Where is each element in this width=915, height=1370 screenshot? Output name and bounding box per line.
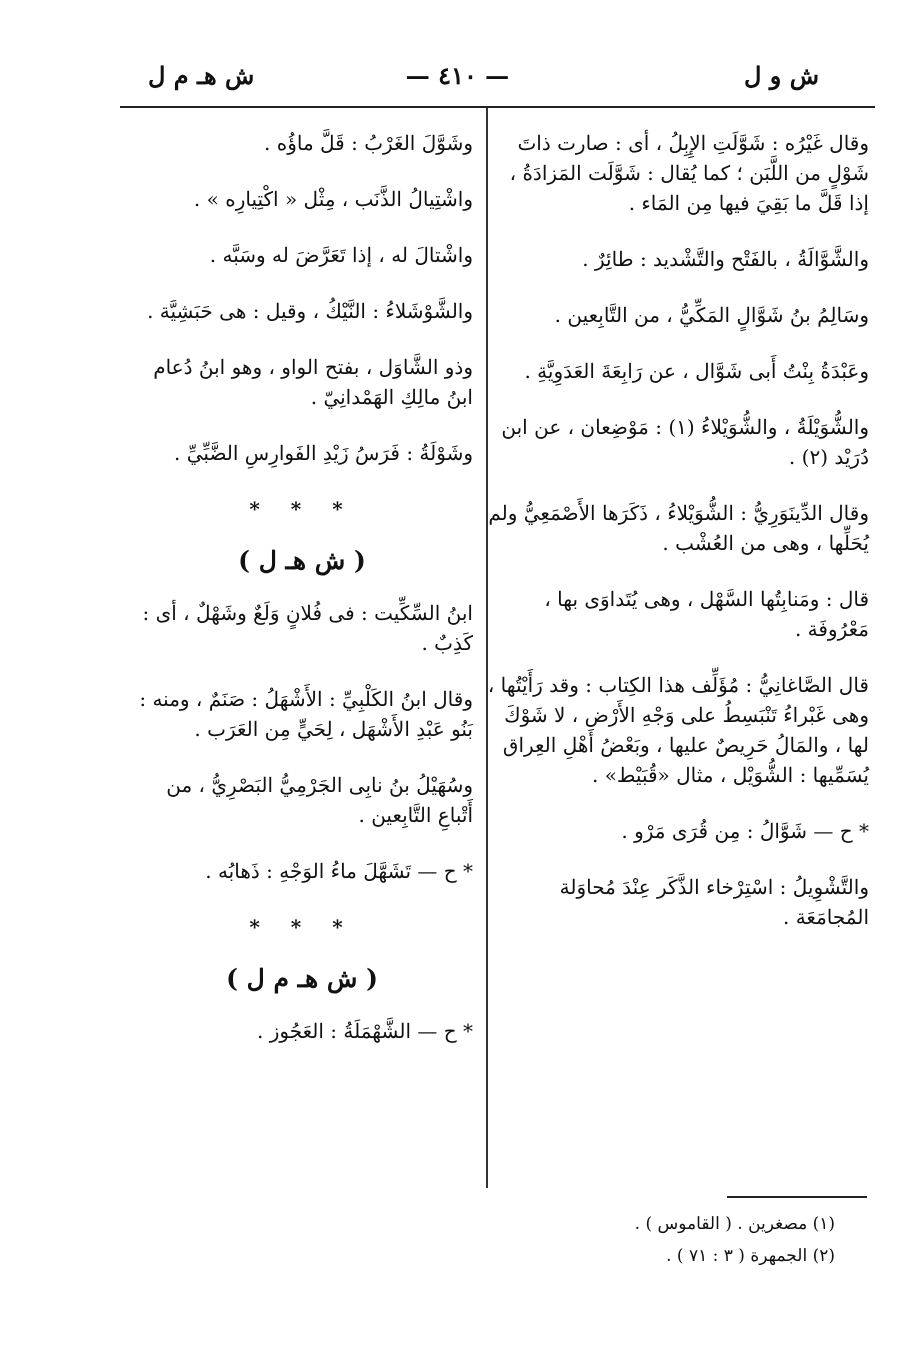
section-separator: * * *	[249, 915, 355, 939]
entry-paragraph: * ح — الشَّهْمَلَةُ : العَجُوز .	[257, 1019, 473, 1043]
entry-paragraph: وعَبْدَةُ بِنْتُ أَبى شَوَّال ، عن رَابِعَةَ العَدَوِيَّةِ .	[524, 359, 869, 383]
section-title-shhl: ( ش هـ ل )	[238, 546, 366, 575]
entry-paragraph: وشَوْلَةُ : فَرَسُ زَيْدِ الفَوارِسِ الضَّبِّيِّ .	[174, 441, 473, 465]
entry-paragraph: واشْتِيالُ الذَّنَب ، مِثْل « اكْتِيارِه » .	[193, 187, 473, 211]
entry-paragraph: والشُّوَيْلَةُ ، والشُّوَيْلاءُ (١) : مَوْضِعان ، عن ابن دُرَيْد (٢) .	[501, 415, 869, 469]
entry-paragraph: وقال ابنُ الكَلْبِيِّ : الأَشْهَلُ : صَنَمٌ ، ومنه : بَنُو عَبْدِ الأَشْهَل ، لِحَيٍّ مِن العَرَب .	[139, 687, 473, 741]
right-column	[485, 128, 869, 958]
entry-paragraph: قال : ومَنابِتُها السَّهْل ، وهى يُتَداوَى بها ، مَعْرُوفَة .	[544, 587, 869, 641]
page-number: — ٤١٠ —	[405, 61, 510, 90]
entry-paragraph: وذو الشَّاوَل ، بفتح الواو ، وهو ابنُ دُعام ابنُ مالِكِ الهَمْدانِيّ .	[153, 355, 473, 409]
footnotes	[415, 1208, 835, 1272]
entry-paragraph: والشَّوْشَلاءُ : النَّيْكُ ، وقيل : هى حَبَشِيَّة .	[147, 299, 473, 323]
entry-paragraph: * ح — تَشَهَّلَ ماءُ الوَجْهِ : ذَهابُه .	[205, 859, 473, 883]
entry-paragraph: وسُهَيْلُ بنُ نابِى الجَرْمِيُّ البَصْرِيُّ ، من أَتْباعِ التَّابِعين .	[166, 773, 473, 827]
entry-paragraph: ابنُ السِّكِّيت : فى فُلانٍ وَلَعٌ وشَهْلٌ ، أى : كَذِبٌ .	[142, 601, 473, 655]
header-root-right: ش و ل	[743, 61, 819, 90]
left-column	[131, 128, 473, 1072]
entry-paragraph: وشَوَّلَ الغَرْبُ : قَلَّ ماؤُه .	[264, 131, 473, 155]
entry-paragraph: والتَّشْوِيلُ : اسْتِرْخاء الذَّكَر عِنْدَ مُحاوَلة المُجامَعَة .	[559, 875, 869, 929]
header-root-left: ش هـ م ل	[148, 61, 255, 90]
entry-paragraph: وقال الدِّينَوَرِيُّ : الشُّوَيْلاءُ ، ذَكَرَها الأَصْمَعِيُّ ولم يُحَلِّها ، وهى من العُشْب .	[488, 501, 869, 555]
section-separator: * * *	[249, 497, 355, 521]
footnote-1: (١) مصغرين . ( القاموس ) .	[634, 1214, 835, 1234]
footnote-rule	[727, 1196, 867, 1198]
header-rule	[120, 106, 875, 108]
entry-paragraph: * ح — شَوَّالُ : مِن قُرَى مَرْو .	[621, 819, 869, 843]
entry-paragraph: وسَالِمُ بنُ شَوَّالٍ المَكِّيُّ ، من التَّابِعين .	[554, 303, 869, 327]
section-title-shhml: ( ش هـ م ل )	[226, 964, 378, 993]
entry-paragraph: وقال غَيْرُه : شَوَّلَتِ الإِبِلُ ، أى : صارت ذاتَ شَوْلٍ من اللَّبَن ؛ كما يُقال : شَوَّلَت المَزادَةُ ، إذا قَلَّ ما بَقِيَ فيها مِن المَاء .	[509, 131, 869, 215]
footnote-2: (٢) الجمهرة ( ٣ : ٧١ ) .	[666, 1246, 835, 1266]
entry-paragraph: قال الصَّاغانِيُّ : مُؤَلِّف هذا الكِتاب : وقد رَأَيْتُها ، وهى غَبْراءُ تَنْبَسِطُ على وَجْهِ الأَرْض ، لا شَوْكَ لها ، والمَالُ حَرِيصٌ عليها ، وبَعْضُ أَهْلِ العِراق يُسَمِّيها : الشُّوَيْل ، مثال «قُبَيْط» .	[487, 673, 869, 787]
entry-paragraph: واشْتالَ له ، إذا تَعَرَّضَ له وسَبَّه .	[209, 243, 473, 267]
entry-paragraph: والشَّوَّالَةُ ، بالفَتْح والتَّشْديد : طائِرٌ .	[582, 247, 869, 271]
